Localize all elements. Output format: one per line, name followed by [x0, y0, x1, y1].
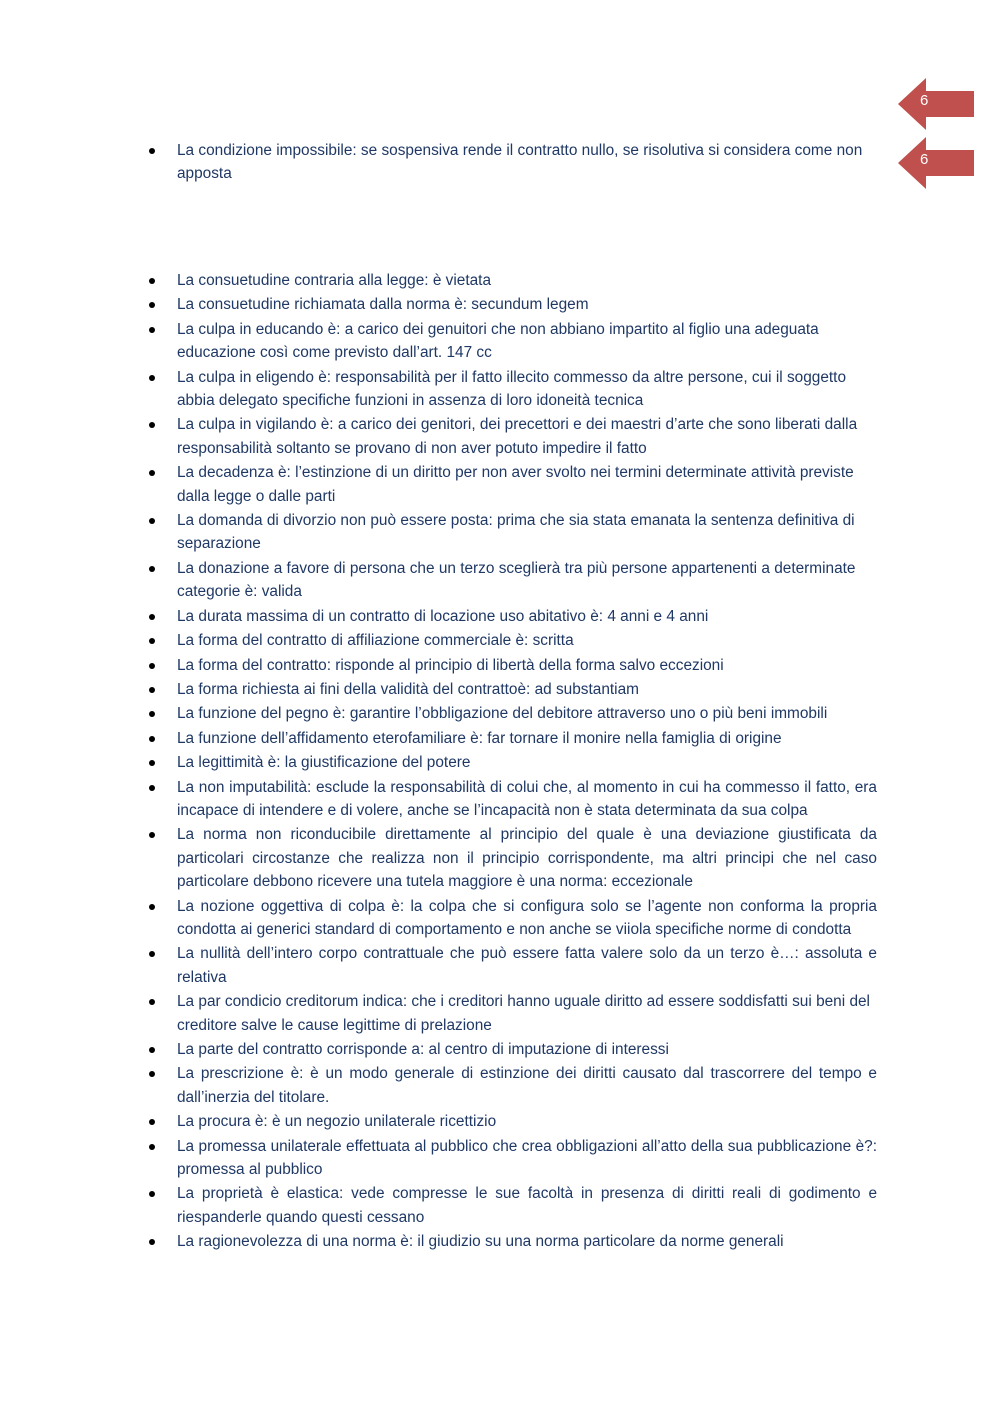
list-item: La domanda di divorzio non può essere posta: prima che sia stata emanata la sentenza definitiva di separazione: [145, 509, 877, 556]
list-item: La nullità dell’intero corpo contrattuale che può essere fatta valere solo da un terzo è…: assoluta e relativa: [145, 942, 877, 989]
list-item: La par condicio creditorum indica: che i creditori hanno uguale diritto ad essere soddisfatti sui beni del creditore salve le cause legittime di prelazione: [145, 990, 877, 1037]
list-item: La consuetudine richiamata dalla norma è: secundum legem: [145, 293, 877, 316]
list-item: La funzione del pegno è: garantire l’obbligazione del debitore attraverso uno o più beni immobili: [145, 702, 877, 725]
list-item: La legittimità è: la giustificazione del potere: [145, 751, 877, 774]
bullet-list-main: [145, 269, 877, 1255]
list-item: La nozione oggettiva di colpa è: la colpa che si configura solo se l’agente non conforma la propria condotta ai generici standard di comportamento e non anche se viiola specifiche norme di condotta: [145, 895, 877, 942]
list-item: La condizione impossibile: se sospensiva rende il contratto nullo, se risolutiva si considera come non apposta: [145, 139, 877, 186]
bullet-list-top: [145, 139, 877, 187]
list-item: La consuetudine contraria alla legge: è vietata: [145, 269, 877, 292]
page-marker-arrow: [898, 78, 974, 130]
list-item: La forma del contratto: risponde al principio di libertà della forma salvo eccezioni: [145, 654, 877, 677]
page-marker-arrow: [898, 137, 974, 189]
list-item: La durata massima di un contratto di locazione uso abitativo è: 4 anni e 4 anni: [145, 605, 877, 628]
list-item: La culpa in eligendo è: responsabilità per il fatto illecito commesso da altre persone, cui il soggetto abbia delegato specifiche funzioni in assenza di loro idoneità tecnica: [145, 366, 877, 413]
list-item: La decadenza è: l’estinzione di un diritto per non aver svolto nei termini determinate attività previste dalla legge o dalle parti: [145, 461, 877, 508]
list-item: La forma richiesta ai fini della validità del contrattoè: ad substantiam: [145, 678, 877, 701]
list-item: La promessa unilaterale effettuata al pubblico che crea obbligazioni all’atto della sua pubblicazione è?: promessa al pubblico: [145, 1135, 877, 1182]
list-item: La prescrizione è: è un modo generale di estinzione dei diritti causato dal trascorrere del tempo e dall’inerzia del titolare.: [145, 1062, 877, 1109]
list-item: La non imputabilità: esclude la responsabilità di colui che, al momento in cui ha commesso il fatto, era incapace di intendere e di volere, anche se l’incapacità non è stata determinata da sua colpa: [145, 776, 877, 823]
left-arrow-icon: [898, 137, 974, 189]
list-item: La culpa in educando è: a carico dei genuitori che non abbiano impartito al figlio una adeguata educazione così come previsto dall’art. 147 cc: [145, 318, 877, 365]
left-arrow-icon: [898, 78, 974, 130]
list-item: La donazione a favore di persona che un terzo sceglierà tra più persone appartenenti a determinate categorie è: valida: [145, 557, 877, 604]
list-item: La ragionevolezza di una norma è: il giudizio su una norma particolare da norme generali: [145, 1230, 877, 1253]
list-item: La funzione dell’affidamento eterofamiliare è: far tornare il monire nella famiglia di origine: [145, 727, 877, 750]
page-marker-number: 6: [920, 92, 929, 109]
page-marker-number: 6: [920, 151, 929, 168]
list-item: La forma del contratto di affiliazione commerciale è: scritta: [145, 629, 877, 652]
list-item: La culpa in vigilando è: a carico dei genitori, dei precettori e dei maestri d’arte che sono liberati dalla responsabilità soltanto se provano di non aver potuto impedire il fatto: [145, 413, 877, 460]
list-item: La norma non riconducibile direttamente al principio del quale è una deviazione giustificata da particolari circostanze che realizza non il principio corrispondente, ma altri principi che nel caso particolare debbono ricevere una tutela maggiore è una norma: eccezionale: [145, 823, 877, 893]
list-item: La procura è: è un negozio unilaterale ricettizio: [145, 1110, 877, 1133]
list-item: La parte del contratto corrisponde a: al centro di imputazione di interessi: [145, 1038, 877, 1061]
list-item: La proprietà è elastica: vede compresse le sue facoltà in presenza di diritti reali di godimento e riespanderle quando questi cessano: [145, 1182, 877, 1229]
